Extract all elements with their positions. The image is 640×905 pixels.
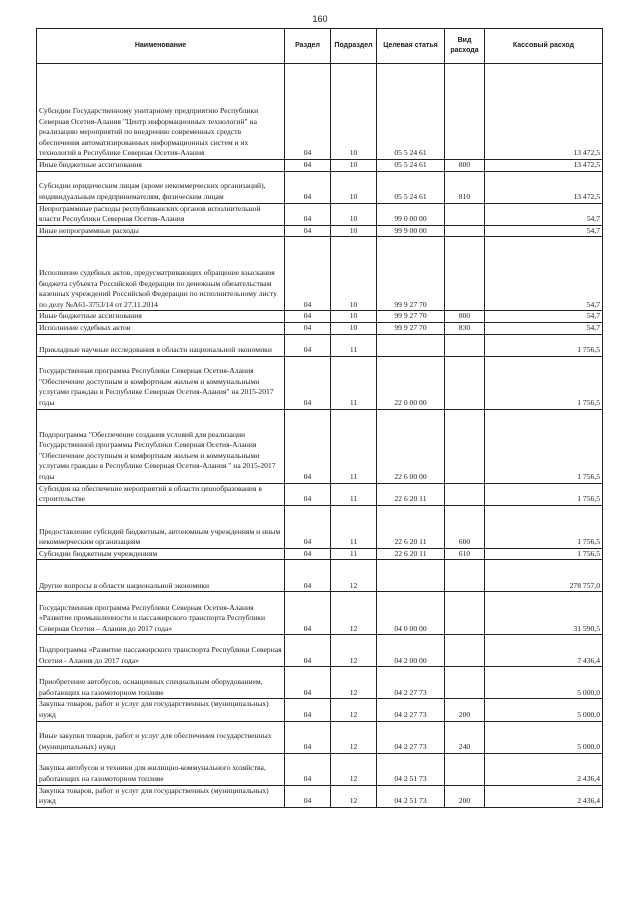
cell-target: 05 5 24 61 — [377, 171, 445, 203]
cell-section: 04 — [285, 592, 331, 635]
cell-target: 99 0 00 00 — [377, 203, 445, 225]
table-row — [37, 237, 603, 311]
cell-amount: 1 756,5 — [485, 505, 603, 548]
cell-expense-type — [445, 334, 485, 356]
cell-expense-type — [445, 356, 485, 409]
cell-target: 05 5 24 61 — [377, 64, 445, 160]
cell-section: 04 — [285, 409, 331, 483]
cell-name: Иные непрограммные расходы — [37, 225, 285, 237]
cell-target: 99 9 27 70 — [377, 311, 445, 323]
cell-section: 04 — [285, 225, 331, 237]
cell-name: Государственная программа Республики Северная Осетия-Алания "Обеспечение доступным и комфортным жильем и коммунальными услугами граждан в Республике Северная Осетия-Алания" на 2015-2017 годы — [37, 356, 285, 409]
cell-amount: 31 590,5 — [485, 592, 603, 635]
cell-expense-type: 610 — [445, 548, 485, 560]
table-row — [37, 64, 603, 160]
cell-expense-type: 200 — [445, 785, 485, 807]
cell-amount: 13 472,5 — [485, 160, 603, 172]
cell-name: Приобретение автобусов, оснащенных специальным оборудованием, работающих на газомоторном топливе — [37, 667, 285, 699]
cell-subsection: 12 — [331, 721, 377, 753]
cell-subsection: 10 — [331, 171, 377, 203]
table-row — [37, 483, 603, 505]
table-row — [37, 334, 603, 356]
cell-name: Субсидии бюджетным учреждениям — [37, 548, 285, 560]
table-row — [37, 560, 603, 592]
cell-expense-type — [445, 592, 485, 635]
table-row — [37, 635, 603, 667]
cell-target: 22 6 20 11 — [377, 505, 445, 548]
cell-target: 99 9 00 00 — [377, 225, 445, 237]
table-row — [37, 699, 603, 721]
table-row — [37, 171, 603, 203]
cell-name: Подпрограмма "Обеспечение создания условий для реализации Государственной программы Республики Северная Осетия-Алания "Обеспечение доступным и комфортным жильем и коммунальными услугами граждан в Республике Северная Осетия-Алания " на 2015-2017 годы — [37, 409, 285, 483]
cell-expense-type: 810 — [445, 171, 485, 203]
cell-name: Иные бюджетные ассигнования — [37, 311, 285, 323]
cell-amount: 54,7 — [485, 322, 603, 334]
cell-amount: 7 436,4 — [485, 635, 603, 667]
cell-section: 04 — [285, 721, 331, 753]
cell-subsection: 12 — [331, 592, 377, 635]
table-row — [37, 322, 603, 334]
cell-subsection: 11 — [331, 548, 377, 560]
cell-subsection: 10 — [331, 64, 377, 160]
cell-subsection: 12 — [331, 635, 377, 667]
cell-section: 04 — [285, 560, 331, 592]
page-number: 160 — [312, 14, 328, 24]
cell-amount: 13 472,5 — [485, 64, 603, 160]
cell-expense-type — [445, 483, 485, 505]
column-header-expense-type: Вид расхода — [445, 29, 485, 64]
cell-expense-type: 240 — [445, 721, 485, 753]
table-row — [37, 505, 603, 548]
cell-amount: 5 000,0 — [485, 667, 603, 699]
table-row — [37, 409, 603, 483]
cell-subsection: 12 — [331, 699, 377, 721]
cell-subsection: 11 — [331, 483, 377, 505]
cell-section: 04 — [285, 785, 331, 807]
cell-name: Другие вопросы в области национальной экономики — [37, 560, 285, 592]
cell-section: 04 — [285, 667, 331, 699]
cell-target: 04 2 00 00 — [377, 635, 445, 667]
cell-target: 04 2 51 73 — [377, 753, 445, 785]
cell-expense-type — [445, 225, 485, 237]
cell-section: 04 — [285, 160, 331, 172]
cell-expense-type — [445, 64, 485, 160]
cell-section: 04 — [285, 64, 331, 160]
table-row — [37, 548, 603, 560]
cell-target — [377, 560, 445, 592]
cell-section: 04 — [285, 753, 331, 785]
table-row — [37, 753, 603, 785]
cell-name: Непрограммные расходы республиканских органов исполнительной власти Республики Северная Осетия-Алания — [37, 203, 285, 225]
cell-target — [377, 334, 445, 356]
cell-target: 22 6 00 00 — [377, 409, 445, 483]
table-row — [37, 721, 603, 753]
cell-expense-type — [445, 203, 485, 225]
table-row — [37, 785, 603, 807]
cell-amount: 5 000,0 — [485, 699, 603, 721]
cell-target: 99 9 27 70 — [377, 237, 445, 311]
cell-section: 04 — [285, 548, 331, 560]
table-row — [37, 225, 603, 237]
cell-section: 04 — [285, 203, 331, 225]
cell-section: 04 — [285, 635, 331, 667]
cell-name: Закупка автобусов и техники для жилищно-коммунального хозяйства, работающих на газомоторном топливе — [37, 753, 285, 785]
cell-name: Предоставление субсидий бюджетным, автономным учреждениям и иным некоммерческим организациям — [37, 505, 285, 548]
cell-expense-type — [445, 635, 485, 667]
cell-section: 04 — [285, 505, 331, 548]
cell-amount: 54,7 — [485, 225, 603, 237]
cell-amount: 1 756,5 — [485, 548, 603, 560]
cell-subsection: 11 — [331, 334, 377, 356]
cell-name: Субсидии юридическим лицам (кроме некоммерческих организаций), индивидуальным предпринимателям, физическим лицам — [37, 171, 285, 203]
cell-target: 04 2 27 73 — [377, 667, 445, 699]
column-header-amount: Кассовый расход — [485, 29, 603, 64]
cell-name: Субсидия на обеспечение мероприятий в области ценообразования в строительстве — [37, 483, 285, 505]
table-row — [37, 160, 603, 172]
cell-expense-type — [445, 753, 485, 785]
cell-section: 04 — [285, 356, 331, 409]
cell-amount: 2 436,4 — [485, 785, 603, 807]
cell-subsection: 10 — [331, 237, 377, 311]
cell-expense-type: 200 — [445, 699, 485, 721]
cell-name: Иные закупки товаров, работ и услуг для обеспечения государственных (муниципальных) нужд — [37, 721, 285, 753]
cell-section: 04 — [285, 483, 331, 505]
cell-amount: 54,7 — [485, 237, 603, 311]
cell-target: 04 2 51 73 — [377, 785, 445, 807]
cell-name: Закупка товаров, работ и услуг для государственных (муниципальных) нужд — [37, 785, 285, 807]
cell-name: Прикладные научные исследования в области национальной экономики — [37, 334, 285, 356]
table-row — [37, 667, 603, 699]
cell-amount: 278 757,0 — [485, 560, 603, 592]
cell-target: 22 0 00 00 — [377, 356, 445, 409]
cell-subsection: 10 — [331, 225, 377, 237]
table-row — [37, 311, 603, 323]
cell-subsection: 12 — [331, 667, 377, 699]
cell-name: Подпрограмма «Развитие пассажирского транспорта Республики Северная Осетия - Алания до 2017 года» — [37, 635, 285, 667]
cell-target: 05 5 24 61 — [377, 160, 445, 172]
table-row — [37, 356, 603, 409]
cell-expense-type — [445, 237, 485, 311]
cell-subsection: 10 — [331, 160, 377, 172]
cell-target: 04 0 00 00 — [377, 592, 445, 635]
column-header-subsection: Подраздел — [331, 29, 377, 64]
cell-section: 04 — [285, 311, 331, 323]
cell-subsection: 10 — [331, 311, 377, 323]
cell-subsection: 11 — [331, 356, 377, 409]
cell-section: 04 — [285, 322, 331, 334]
column-header-section: Раздел — [285, 29, 331, 64]
cell-subsection: 10 — [331, 322, 377, 334]
cell-section: 04 — [285, 237, 331, 311]
cell-target: 22 6 20 11 — [377, 483, 445, 505]
table-row — [37, 203, 603, 225]
cell-name: Государственная программа Республики Северная Осетия-Алания «Развитие промышленности и пассажирского транспорта Республики Северная Осетия – Алания до 2017 года» — [37, 592, 285, 635]
cell-section: 04 — [285, 171, 331, 203]
cell-subsection: 11 — [331, 409, 377, 483]
cell-amount: 2 436,4 — [485, 753, 603, 785]
cell-name: Исполнение судебных актов, предусматривающих обращение взыскания бюджета субъекта Российской Федерации по денежным обязательствам казенных учреждений Российской Федерации по исполнительному листу по делу №А61-3753/14 от 27.11.2014 — [37, 237, 285, 311]
cell-amount: 5 000,0 — [485, 721, 603, 753]
cell-target: 04 2 27 73 — [377, 721, 445, 753]
cell-amount: 1 756,5 — [485, 356, 603, 409]
cell-subsection: 12 — [331, 785, 377, 807]
cell-amount: 1 756,5 — [485, 483, 603, 505]
cell-target: 99 9 27 70 — [377, 322, 445, 334]
table-row — [37, 592, 603, 635]
cell-target: 04 2 27 73 — [377, 699, 445, 721]
column-header-name: Наименование — [37, 29, 285, 64]
cell-name: Исполнение судебных актов — [37, 322, 285, 334]
cell-expense-type: 830 — [445, 322, 485, 334]
cell-name: Иные бюджетные ассигнования — [37, 160, 285, 172]
cell-expense-type: 800 — [445, 160, 485, 172]
cell-amount: 54,7 — [485, 203, 603, 225]
cell-expense-type: 600 — [445, 505, 485, 548]
column-header-target: Целевая статья — [377, 29, 445, 64]
cell-expense-type: 800 — [445, 311, 485, 323]
cell-amount: 13 472,5 — [485, 171, 603, 203]
cell-expense-type — [445, 667, 485, 699]
header-row — [37, 29, 603, 64]
cell-subsection: 11 — [331, 505, 377, 548]
cell-name: Закупка товаров, работ и услуг для государственных (муниципальных) нужд — [37, 699, 285, 721]
cell-name: Субсидии Государственному унитарному предприятию Республики Северная Осетия-Алания "Центр информационных технологий" на реализацию мероприятий по внедрению современных средств обеспечения автоматизированных информационных систем и их технологий в Республике Северная Осетия-Алания — [37, 64, 285, 160]
cell-expense-type — [445, 409, 485, 483]
cell-amount: 1 756,5 — [485, 334, 603, 356]
cell-subsection: 12 — [331, 560, 377, 592]
cell-section: 04 — [285, 334, 331, 356]
cell-section: 04 — [285, 699, 331, 721]
cell-subsection: 12 — [331, 753, 377, 785]
cell-subsection: 10 — [331, 203, 377, 225]
budget-table — [36, 28, 603, 808]
cell-amount: 1 756,5 — [485, 409, 603, 483]
cell-amount: 54,7 — [485, 311, 603, 323]
cell-target: 22 6 20 11 — [377, 548, 445, 560]
cell-expense-type — [445, 560, 485, 592]
